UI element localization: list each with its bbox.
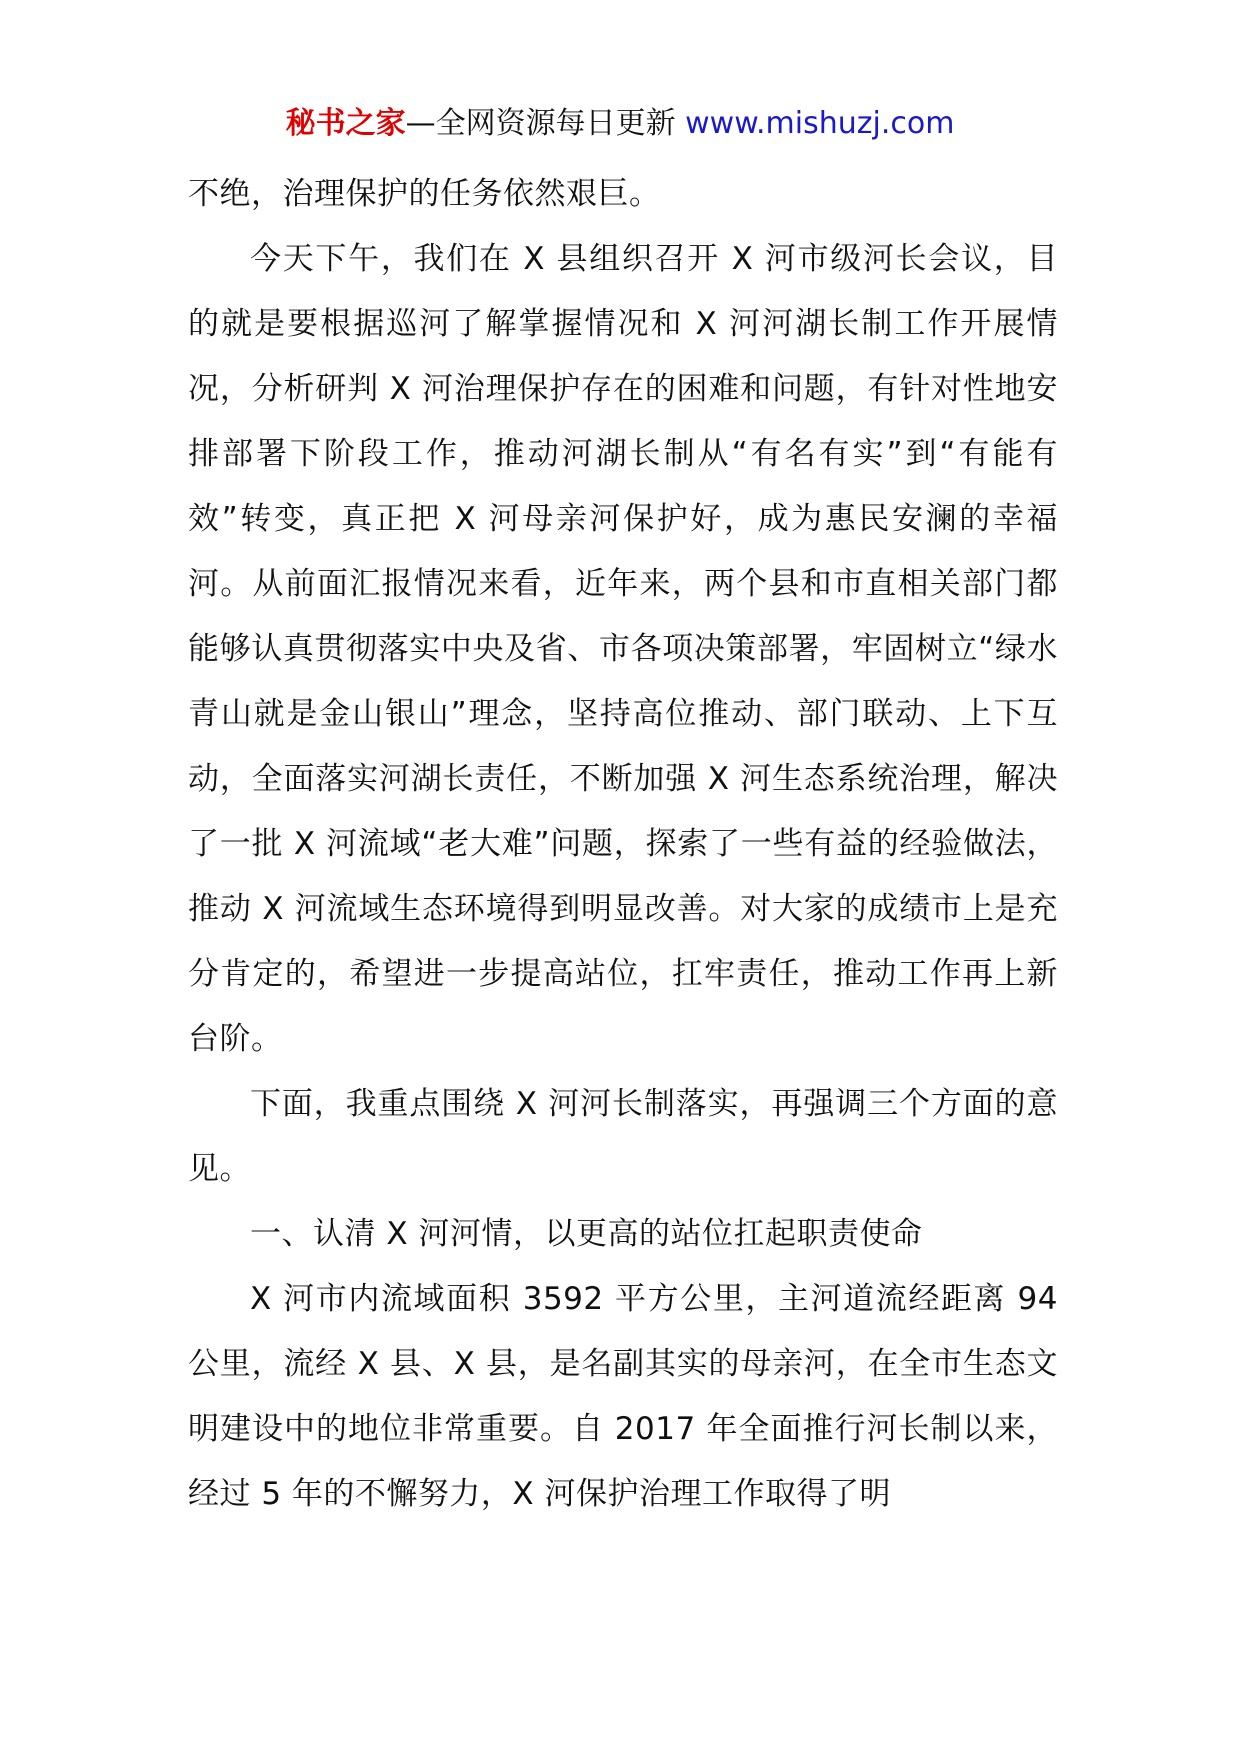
site-url-link[interactable]: www.mishuzj.com: [685, 106, 955, 141]
site-header: [0, 104, 1240, 144]
paragraph-meeting-intro: 今天下午，我们在 X 县组织召开 X 河市级河长会议，目的就是要根据巡河了解掌握情况和 X 河河湖长制工作开展情况，分析研判 X 河治理保护存在的困难和问题，有针对性地安排部署下阶段工作，推动河湖长制从“有名有实”到“有能有效”转变，真正把 X 河母亲河保护好，成为惠民安澜的幸福河。从前面汇报情况来看，近年来，两个县和市直相关部门都能够认真贯彻落实中央及省、市各项决策部署，牢固树立“绿水青山就是金山银山”理念，坚持高位推动、部门联动、上下互动，全面落实河湖长责任，不断加强 X 河生态系统治理，解决了一批 X 河流域“老大难”问题，探索了一些有益的经验做法，推动 X 河流域生态环境得到明显改善。对大家的成绩市上是充分肯定的，希望进一步提高站位，扛牢责任，推动工作再上新台阶。: [188, 241, 1058, 1057]
site-tagline: —全网资源每日更新: [405, 106, 676, 141]
document-body: [188, 162, 1058, 1527]
section-heading-1: 一、认清 X 河河情，以更高的站位扛起职责使命: [250, 1216, 923, 1252]
paragraph-river-overview: X 河市内流域面积 3592 平方公里，主河道流经距离 94 公里，流经 X 县、X 县，是名副其实的母亲河，在全市生态文明建设中的地位非常重要。自 2017 年全面推行河长制以来，经过 5 年的不懈努力，X 河保护治理工作取得了明: [188, 1281, 1058, 1512]
site-brand: 秘书之家: [285, 106, 406, 141]
paragraph-continuation: 不绝，治理保护的任务依然艰巨。: [188, 176, 661, 212]
paragraph-transition: 下面，我重点围绕 X 河河长制落实，再强调三个方面的意见。: [188, 1086, 1058, 1187]
